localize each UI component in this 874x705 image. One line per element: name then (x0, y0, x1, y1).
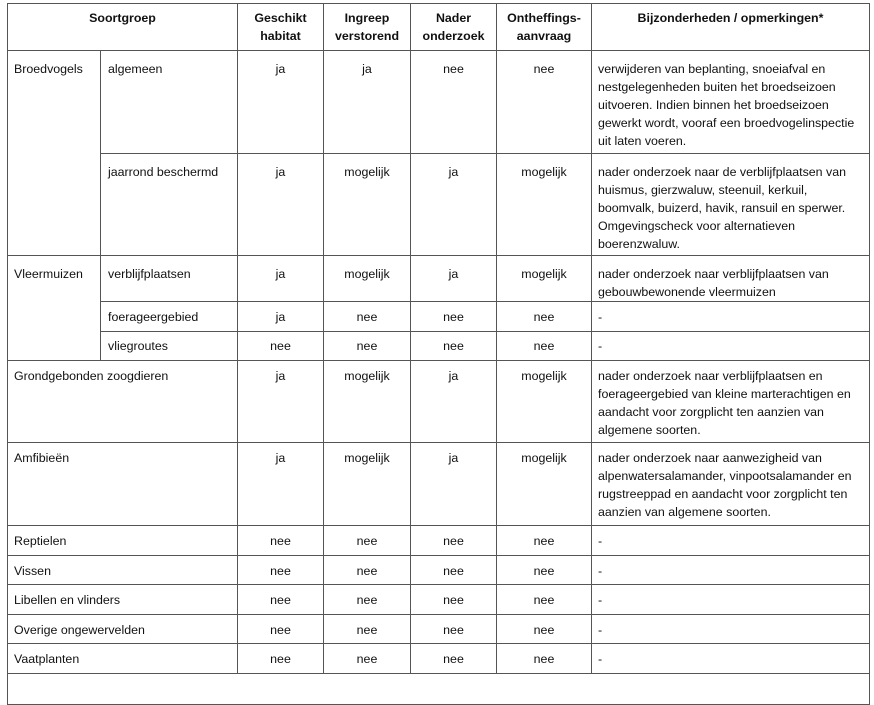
cell-nader: ja (411, 361, 497, 443)
cell-ingreep: mogelijk (324, 154, 411, 256)
table-row (8, 332, 870, 361)
cell-ingreep: ja (324, 51, 411, 154)
empty-cell (8, 674, 870, 705)
cell-geschikt: ja (238, 154, 324, 256)
cell-nader: nee (411, 526, 497, 556)
cell-ingreep: nee (324, 644, 411, 674)
cell-ontheffing: mogelijk (497, 154, 592, 256)
cell-geschikt: ja (238, 256, 324, 302)
cell-ingreep: mogelijk (324, 361, 411, 443)
subgroup-label: verblijfplaatsen (101, 256, 238, 302)
table-row (8, 556, 870, 585)
cell-opmerking: - (592, 332, 870, 361)
cell-opmerking: - (592, 615, 870, 644)
cell-opmerking: - (592, 302, 870, 332)
cell-ontheffing: mogelijk (497, 256, 592, 302)
cell-nader: nee (411, 332, 497, 361)
soortgroep-table (7, 3, 870, 705)
cell-ingreep: nee (324, 615, 411, 644)
cell-ingreep: nee (324, 556, 411, 585)
table-row (8, 51, 870, 154)
table-row (8, 443, 870, 526)
group-label: Libellen en vlinders (8, 585, 238, 615)
cell-geschikt: nee (238, 526, 324, 556)
cell-ontheffing: nee (497, 51, 592, 154)
cell-opmerking: - (592, 644, 870, 674)
cell-ontheffing: nee (497, 585, 592, 615)
cell-opmerking: - (592, 585, 870, 615)
cell-ingreep: nee (324, 332, 411, 361)
group-label: Grondgebonden zoogdieren (8, 361, 238, 443)
table-row (8, 256, 870, 302)
cell-nader: nee (411, 556, 497, 585)
cell-ingreep: mogelijk (324, 256, 411, 302)
cell-nader: ja (411, 154, 497, 256)
cell-opmerking: verwijderen van beplanting, snoeiafval en nestgelegenheden buiten het broedseizoen uitvoeren. Indien binnen het broedseizoen gewerkt wordt, vooraf een broedvogelinspectie uit laten voeren. (592, 51, 870, 154)
cell-ontheffing: nee (497, 526, 592, 556)
cell-opmerking: nader onderzoek naar de verblijfplaatsen van huismus, gierzwaluw, steenuil, kerkuil, boomvalk, buizerd, havik, ransuil en sperwer. Omgevingscheck voor alternatieven boerenzwaluw. (592, 154, 870, 256)
cell-opmerking: - (592, 556, 870, 585)
cell-ontheffing: nee (497, 556, 592, 585)
cell-geschikt: ja (238, 302, 324, 332)
group-label: Amfibieën (8, 443, 238, 526)
header-bijzonderheden: Bijzonderheden / opmerkingen* (592, 4, 870, 51)
cell-geschikt: nee (238, 644, 324, 674)
table-row (8, 585, 870, 615)
cell-ingreep: nee (324, 526, 411, 556)
header-ingreep: Ingreep verstorend (324, 4, 411, 51)
header-geschikt: Geschikt habitat (238, 4, 324, 51)
empty-row (8, 674, 870, 705)
cell-nader: ja (411, 256, 497, 302)
cell-ontheffing: mogelijk (497, 361, 592, 443)
header-soortgroep: Soortgroep (8, 4, 238, 51)
group-label: Vissen (8, 556, 238, 585)
cell-nader: nee (411, 302, 497, 332)
cell-nader: nee (411, 615, 497, 644)
table-row (8, 154, 870, 256)
cell-nader: nee (411, 644, 497, 674)
cell-ingreep: nee (324, 585, 411, 615)
table-row (8, 644, 870, 674)
header-nader: Nader onderzoek (411, 4, 497, 51)
cell-nader: ja (411, 443, 497, 526)
cell-geschikt: nee (238, 332, 324, 361)
cell-ingreep: mogelijk (324, 443, 411, 526)
cell-geschikt: ja (238, 443, 324, 526)
cell-opmerking: nader onderzoek naar aanwezigheid van alpenwatersalamander, vinpootsalamander en rugstreeppad en aandacht voor zorgplicht ten aanzien van algemene soorten. (592, 443, 870, 526)
cell-geschikt: ja (238, 361, 324, 443)
group-label: Vaatplanten (8, 644, 238, 674)
cell-opmerking: nader onderzoek naar verblijfplaatsen en foerageergebied van kleine marterachtigen en aandacht voor zorgplicht ten aanzien van algemene soorten. (592, 361, 870, 443)
group-label: Vleermuizen (8, 256, 101, 361)
subgroup-label: vliegroutes (101, 332, 238, 361)
cell-geschikt: nee (238, 615, 324, 644)
cell-ontheffing: nee (497, 644, 592, 674)
cell-geschikt: ja (238, 51, 324, 154)
cell-nader: nee (411, 51, 497, 154)
cell-geschikt: nee (238, 585, 324, 615)
cell-ontheffing: nee (497, 615, 592, 644)
group-label: Broedvogels (8, 51, 101, 256)
subgroup-label: algemeen (101, 51, 238, 154)
cell-opmerking: - (592, 526, 870, 556)
cell-opmerking: nader onderzoek naar verblijfplaatsen van gebouwbewonende vleermuizen (592, 256, 870, 302)
group-label: Reptielen (8, 526, 238, 556)
cell-ontheffing: nee (497, 302, 592, 332)
table-row (8, 615, 870, 644)
table-row (8, 361, 870, 443)
cell-ingreep: nee (324, 302, 411, 332)
subgroup-label: jaarrond beschermd (101, 154, 238, 256)
subgroup-label: foerageergebied (101, 302, 238, 332)
header-row (8, 4, 870, 51)
cell-geschikt: nee (238, 556, 324, 585)
table-row (8, 526, 870, 556)
cell-ontheffing: mogelijk (497, 443, 592, 526)
cell-ontheffing: nee (497, 332, 592, 361)
table-row (8, 302, 870, 332)
group-label: Overige ongewervelden (8, 615, 238, 644)
header-ontheffing: Ontheffings-aanvraag (497, 4, 592, 51)
cell-nader: nee (411, 585, 497, 615)
